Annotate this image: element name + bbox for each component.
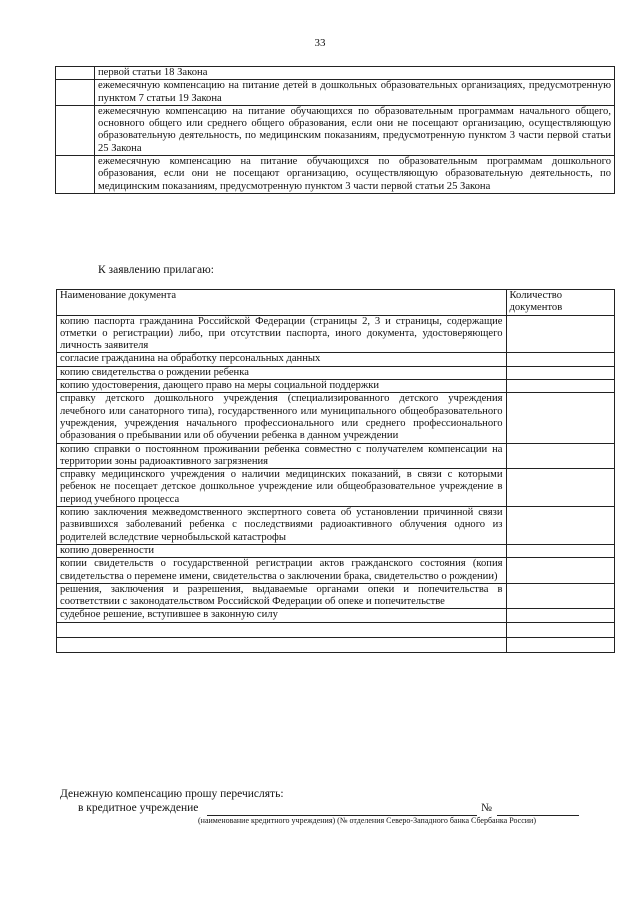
document-name: копию удостоверения, дающего право на меры социальной поддержки (57, 380, 507, 393)
document-name (57, 637, 507, 652)
document-name: копию свидетельства о рождении ребенка (57, 366, 507, 379)
document-count-cell[interactable] (506, 544, 615, 557)
document-row (57, 443, 615, 469)
compensation-text: ежемесячную компенсацию на питание обучающихся по образовательным программам дошкольного образования, если они не посещают организацию, осуществляющую образовательную деятельность, по медицинским показаниям, предусмотренную пунктом 3 части первой статьи 25 Закона (95, 156, 615, 194)
document-row (57, 583, 615, 609)
document-name (57, 622, 507, 637)
document-row (57, 609, 615, 622)
compensation-options-table (55, 66, 615, 194)
document-count-cell[interactable] (506, 558, 615, 584)
document-count-cell[interactable] (506, 353, 615, 366)
attachments-intro: К заявлению прилагаю: (98, 264, 214, 276)
checkbox-cell[interactable] (56, 80, 95, 106)
document-count-cell[interactable] (506, 609, 615, 622)
document-name: копию заключения межведомственного экспертного совета об установлении причинной связи развившихся заболеваний ребенка с последствиями радиоактивного облучения одного из родителей вследствие чернобыльской катастрофы (57, 507, 507, 545)
compensation-text: первой статьи 18 Закона (95, 67, 615, 80)
document-count-cell[interactable] (506, 583, 615, 609)
compensation-row (56, 67, 615, 80)
transfer-line: Денежную компенсацию прошу перечислять: (60, 788, 284, 800)
document-name: справку детского дошкольного учреждения (специализированного детского учреждения лечебного или санаторного типа), государственного или муниципального общеобразовательного учреждения, учреждения начального профессионального или среднего профессионального образования о пребывании или об обучении ребенка в данном учреждении (57, 393, 507, 443)
document-name: судебное решение, вступившее в законную силу (57, 609, 507, 622)
document-name: копию справки о постоянном проживании ребенка совместно с получателем компенсации на территории зоны радиоактивного загрязнения (57, 443, 507, 469)
document-count-cell[interactable] (506, 507, 615, 545)
document-name: справку медицинского учреждения о наличии медицинских показаний, в связи с которыми ребенок не посещает детское дошкольное учреждение или общеобразовательное учреждение в период учебного процесса (57, 469, 507, 507)
document-count-cell[interactable] (506, 637, 615, 652)
checkbox-cell[interactable] (56, 67, 95, 80)
page-number: 33 (314, 37, 326, 49)
header-document-name: Наименование документа (57, 290, 507, 316)
compensation-row (56, 156, 615, 194)
document-count-cell[interactable] (506, 443, 615, 469)
document-row (57, 393, 615, 443)
document-count-cell[interactable] (506, 315, 615, 353)
document-row (57, 507, 615, 545)
document-count-cell[interactable] (506, 469, 615, 507)
checkbox-cell[interactable] (56, 105, 95, 155)
compensation-row (56, 80, 615, 106)
header-document-count: Количество документов (506, 290, 615, 316)
document-row (57, 544, 615, 557)
compensation-row (56, 105, 615, 155)
document-row (57, 380, 615, 393)
document-name: копии свидетельств о государственной регистрации актов гражданского состояния (копия свидетельства о перемене имени, свидетельства о заключении брака, свидетельство о рождении) (57, 558, 507, 584)
bank-label: в кредитное учреждение (78, 802, 199, 814)
document-count-cell[interactable] (506, 393, 615, 443)
document-row (57, 315, 615, 353)
document-row (57, 637, 615, 652)
document-row (57, 353, 615, 366)
document-count-cell[interactable] (506, 366, 615, 379)
document-row (57, 469, 615, 507)
documents-header-row (57, 290, 615, 316)
document-name: решения, заключения и разрешения, выдаваемые органами опеки и попечительства в соответствии с законодательством Российской Федерации об опеке и попечительстве (57, 583, 507, 609)
number-sign: № (481, 802, 492, 814)
compensation-text: ежемесячную компенсацию на питание обучающихся по образовательным программам начального общего, основного общего или среднего общего образования, если они не посещают организацию, осуществляющую образовательную деятельность, по медицинским показаниям, предусмотренную пунктом 3 части первой статьи 25 Закона (95, 105, 615, 155)
document-row (57, 366, 615, 379)
document-count-cell[interactable] (506, 622, 615, 637)
compensation-text: ежемесячную компенсацию на питание детей в дошкольных образовательных организациях, предусмотренную пунктом 7 статьи 19 Закона (95, 80, 615, 106)
checkbox-cell[interactable] (56, 156, 95, 194)
document-name: копию доверенности (57, 544, 507, 557)
field-caption: (наименование кредитного учреждения) (№ отделения Северо-Западного банка Сбербанка России) (198, 816, 536, 825)
document-row (57, 558, 615, 584)
document-row (57, 622, 615, 637)
documents-table (56, 289, 615, 653)
document-name: согласие гражданина на обработку персональных данных (57, 353, 507, 366)
document-count-cell[interactable] (506, 380, 615, 393)
document-name: копию паспорта гражданина Российской Федерации (страницы 2, 3 и страницы, содержащие отметки о регистрации) либо, при отсутствии паспорта, иного документа, удостоверяющего личность заявителя (57, 315, 507, 353)
